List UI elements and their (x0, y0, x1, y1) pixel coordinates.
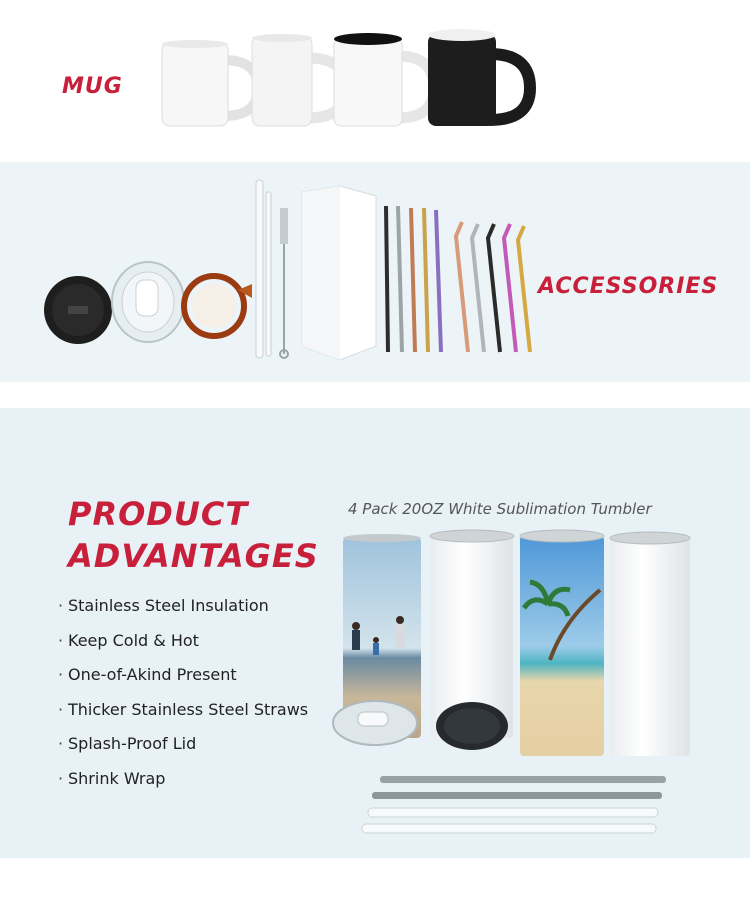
advantages-title-line1: PRODUCT (68, 495, 249, 533)
bullet: · (58, 630, 64, 650)
product-advantages-section (0, 408, 750, 858)
page-bottom-space (0, 858, 750, 911)
accessories-image (0, 162, 750, 382)
clear-lid (333, 701, 417, 745)
white-mug-2 (252, 34, 346, 126)
bullet: · (58, 665, 64, 684)
bullet: · (58, 596, 64, 615)
black-mug (428, 29, 530, 126)
tumbler-white-2 (610, 532, 690, 756)
feature-text: Keep Cold & Hot (68, 630, 199, 650)
feature-text: Splash-Proof Lid (68, 734, 197, 753)
bullet: · (58, 699, 64, 719)
feature-text: Shrink Wrap (68, 768, 166, 788)
tumbler-straws (362, 776, 666, 833)
tumbler-set-image (0, 408, 750, 858)
tumbler-photo-beach (520, 530, 604, 756)
black-inner-mug (334, 33, 434, 126)
mug-label: MUG (62, 74, 123, 99)
white-mug-1 (162, 40, 258, 126)
accessories-section (0, 162, 750, 382)
bullet: · (58, 734, 64, 753)
tumbler-caption: 4 Pack 20OZ White Sublimation Tumbler (348, 500, 652, 518)
feature-text: Stainless Steel Insulation (68, 596, 269, 615)
section-gap (0, 382, 750, 408)
feature-text: Thicker Stainless Steel Straws (68, 699, 309, 719)
mug-products-image (0, 0, 750, 162)
feature-text: One-of-Akind Present (68, 665, 237, 684)
bullet: · (58, 768, 64, 788)
advantages-title-line2: ADVANTAGES (68, 537, 319, 575)
rubber-bottom (436, 702, 508, 750)
mug-section (0, 0, 750, 162)
accessories-label: ACCESSORIES (538, 274, 719, 299)
